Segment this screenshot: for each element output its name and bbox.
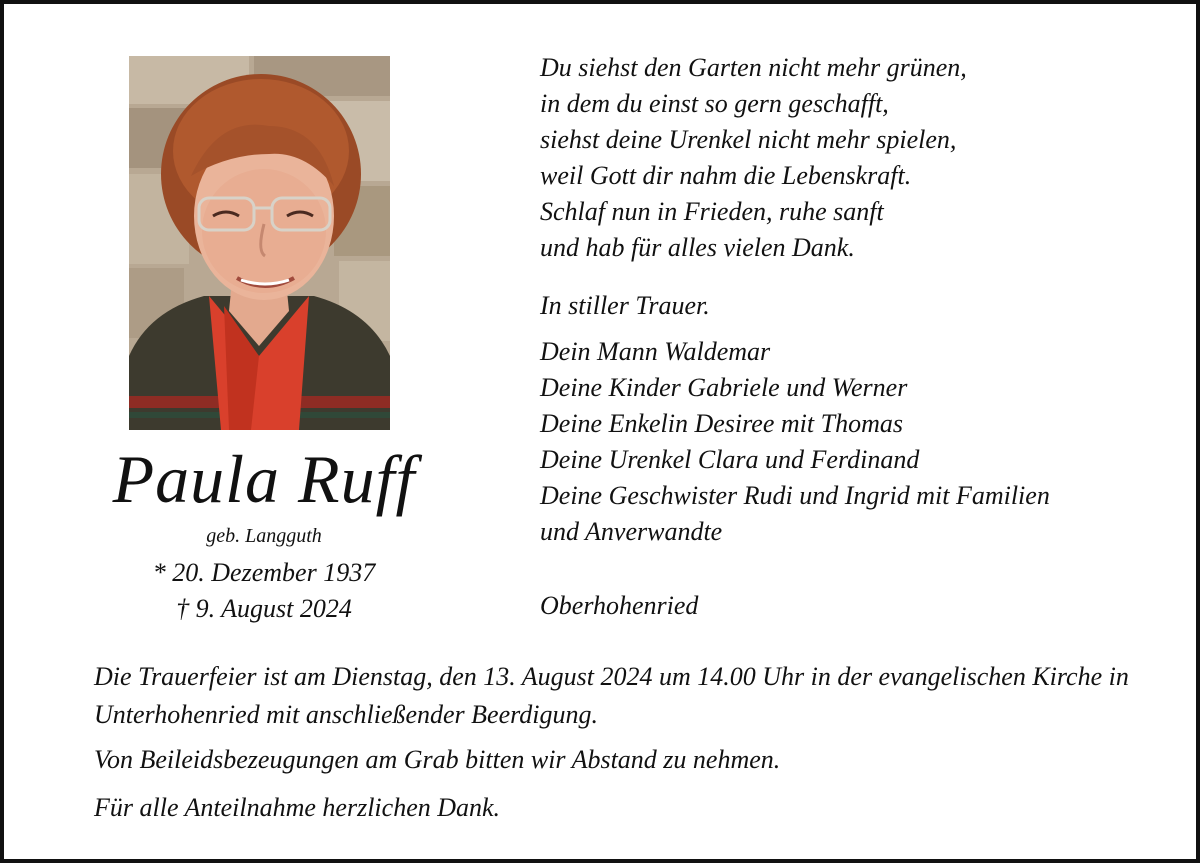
birth-date: * 20. Dezember 1937 — [152, 558, 376, 587]
portrait-illustration — [129, 56, 390, 430]
mourning-intro: In stiller Trauer. — [540, 291, 710, 320]
deceased-name: Paula Ruff — [112, 441, 416, 517]
poem-line: Schlaf nun in Frieden, ruhe sanft — [540, 197, 884, 226]
portrait-photo — [129, 56, 390, 430]
poem-line: in dem du einst so gern geschafft, — [540, 89, 889, 118]
poem — [540, 50, 967, 266]
poem-line: und hab für alles vielen Dank. — [540, 233, 855, 262]
family-list — [540, 334, 1050, 550]
poem-line: weil Gott dir nahm die Lebenskraft. — [540, 161, 912, 190]
family-member: Dein Mann Waldemar — [540, 337, 771, 366]
birth-name: geb. Langguth — [206, 525, 322, 547]
death-date: † 9. August 2024 — [176, 594, 352, 623]
place-name: Oberhohenried — [540, 591, 699, 620]
poem-line: Du siehst den Garten nicht mehr grünen, — [540, 53, 967, 82]
poem-line: siehst deine Urenkel nicht mehr spielen, — [540, 125, 957, 154]
family-member: Deine Urenkel Clara und Ferdinand — [540, 445, 920, 474]
family-member: Deine Enkelin Desiree mit Thomas — [540, 409, 903, 438]
family-member: Deine Kinder Gabriele und Werner — [540, 373, 908, 402]
funeral-notice: Die Trauerfeier ist am Dienstag, den 13. August 2024 um 14.00 Uhr in der evangelischen Kirche in Unterhohenried mit anschließender Beerdigung. — [94, 662, 1129, 729]
condolence-notice: Von Beileidsbezeugungen am Grab bitten wir Abstand zu nehmen. — [94, 745, 781, 774]
family-member: und Anverwandte — [540, 517, 723, 546]
family-member: Deine Geschwister Rudi und Ingrid mit Familien — [540, 481, 1050, 510]
thanks-notice: Für alle Anteilnahme herzlichen Dank. — [94, 793, 501, 822]
